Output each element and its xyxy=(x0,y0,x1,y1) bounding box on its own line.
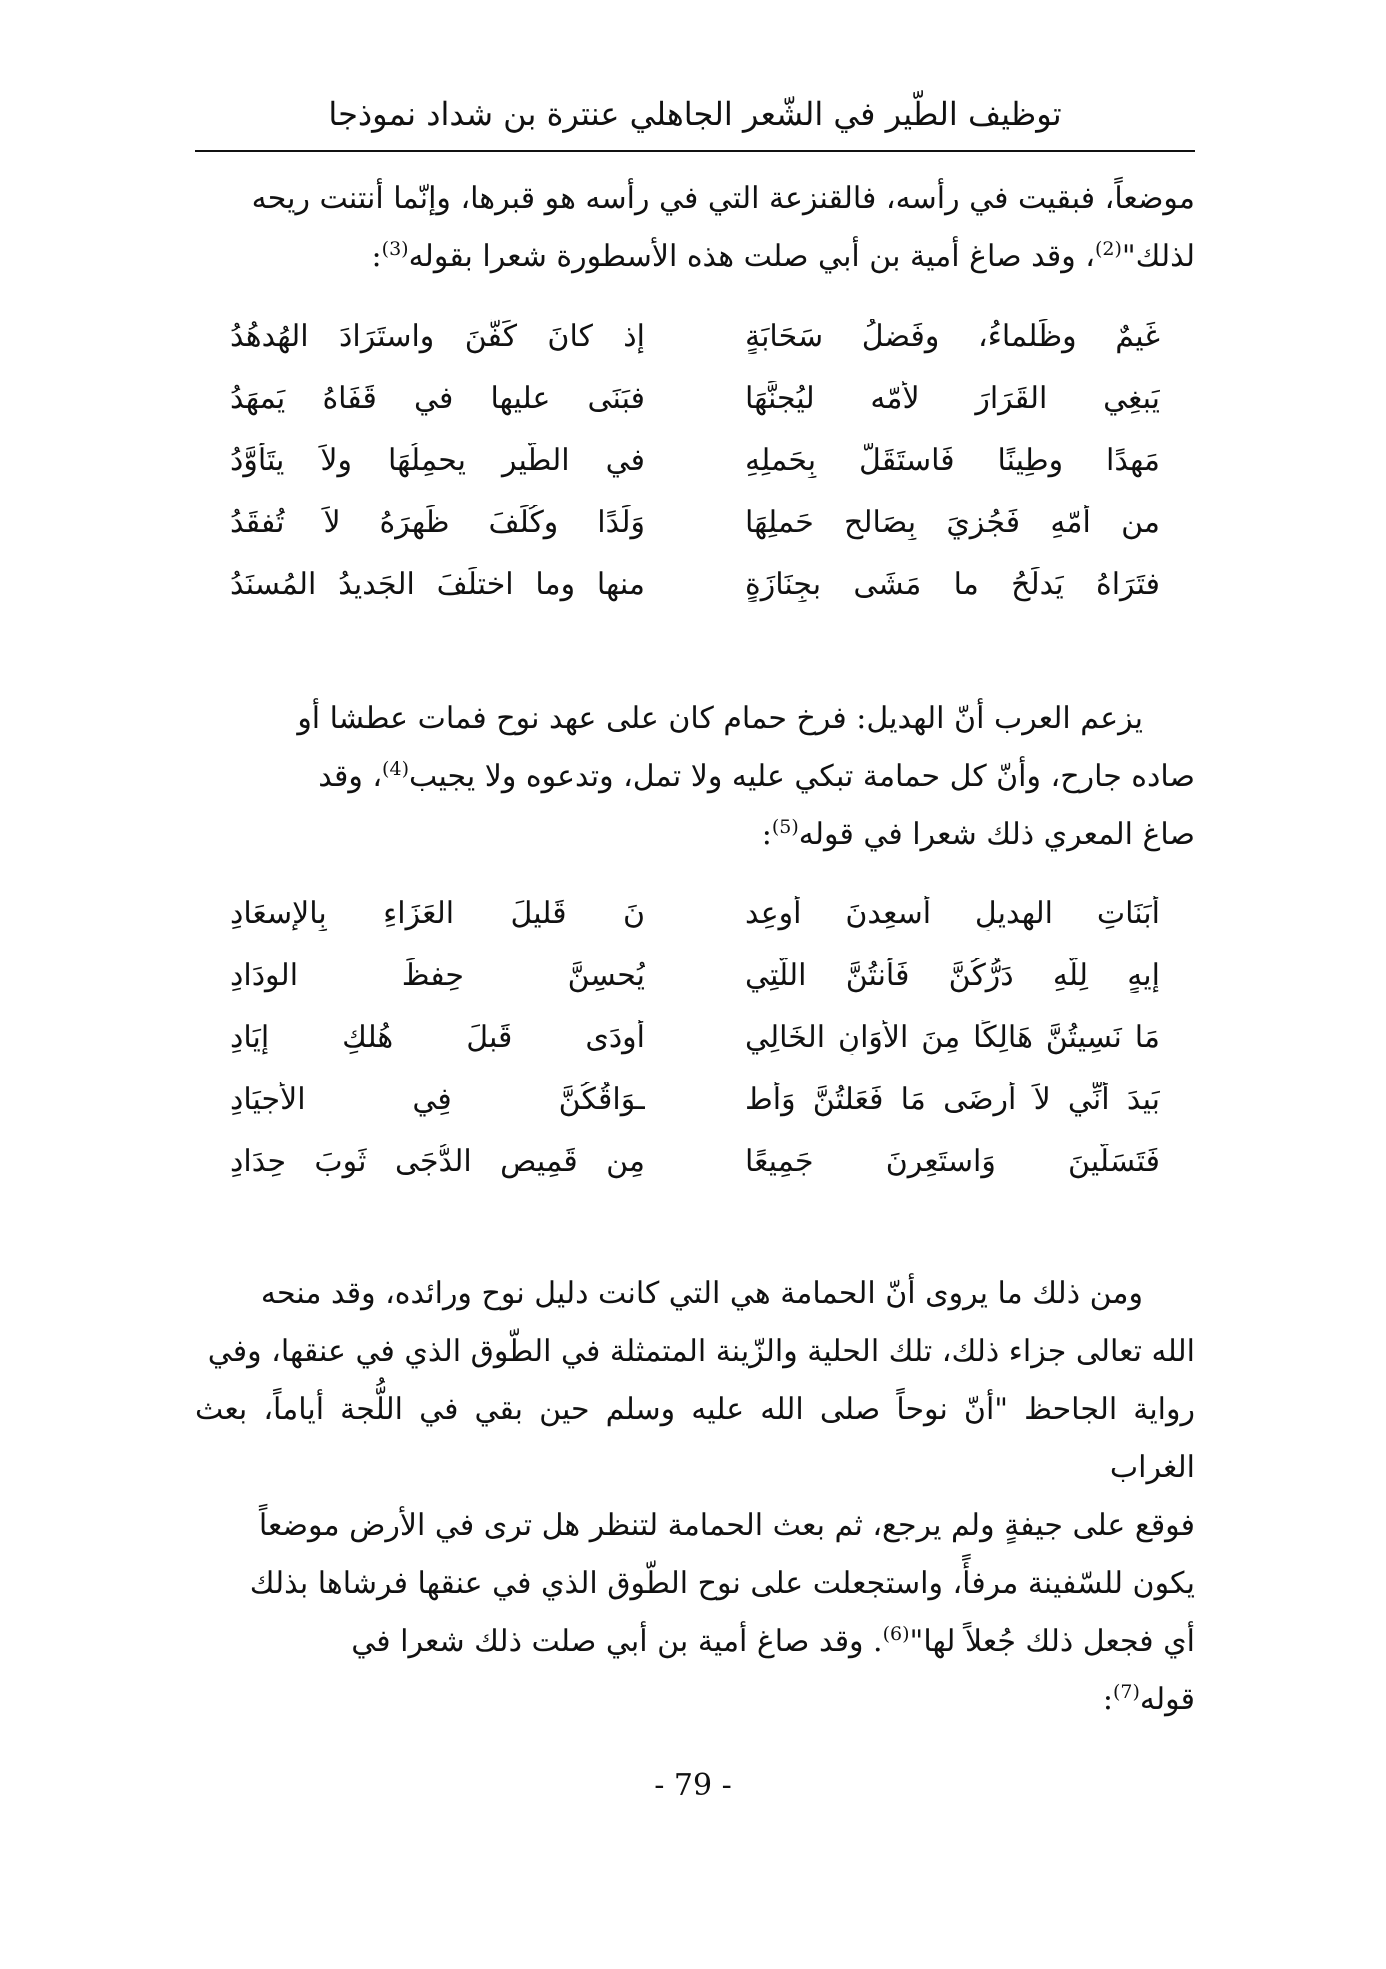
verse xyxy=(230,367,1160,429)
verse-second-hemistich: في الطَّيرِ يحمِلُهَا ولاَ يتَأوَّدُ xyxy=(230,442,645,478)
header-rule xyxy=(195,150,1195,152)
text-run: : xyxy=(761,817,772,852)
verse-first-hemistich: غَيمٌ وظَلماءُ، وفَضلُ سَحَابَةٍ xyxy=(745,318,1160,354)
text-run: : xyxy=(371,239,382,274)
running-header: توظيف الطّير في الشّعر الجاهلي عنترة بن شداد نموذجا xyxy=(328,95,1062,133)
footnote-ref: (5) xyxy=(771,816,799,838)
text-run: ، وقد صاغ أمية بن أبي صلت هذه الأسطورة شعرا بقوله xyxy=(408,239,1095,274)
paragraph-3-line-3: رواية الجاحظ "أنّ نوحاً صلى الله عليه وسلم حين بقي في اللُّجة أياماً، بعث الغراب xyxy=(195,1392,1195,1485)
verse xyxy=(230,429,1160,491)
poem-2 xyxy=(230,882,1160,1192)
text-run: صاده جارح، وأنّ كل حمامة تبكي عليه ولا تمل، وتدعوه ولا يجيب xyxy=(408,759,1195,794)
text-run: لذلك" xyxy=(1121,239,1195,274)
footnote-ref: (3) xyxy=(381,238,409,260)
verse-first-hemistich: فتَرَاهُ يَدلَحُ ما مَشَى بجِنَازَةٍ xyxy=(745,566,1160,602)
paragraph-2-line-3 xyxy=(195,806,1195,864)
verse-first-hemistich: بَيدَ أَنِّي لاَ أَرضَى مَا فَعَلتُنَّ وَأَط xyxy=(745,1081,1160,1117)
page-number: - 79 - xyxy=(654,1768,732,1803)
verse xyxy=(230,944,1160,1006)
text-run: أي فجعل ذلك جُعلاً لها" xyxy=(909,1624,1195,1659)
text-run: : xyxy=(1102,1682,1113,1717)
verse-second-hemistich: يُحسِنَّ حِفظَ الوِدَادِ xyxy=(230,957,645,993)
paragraph-1-line-1: موضعاً، فبقيت في رأسه، فالقنزعة التي في رأسه هو قبرها، وإنّما أنتنت ريحه xyxy=(251,181,1195,216)
paragraph-1-line-2 xyxy=(195,228,1195,286)
verse xyxy=(230,491,1160,553)
verse-first-hemistich: يَبغِي القَرَارَ لأمّه ليُجنَّهَا xyxy=(745,380,1160,416)
text-run: ، وقد xyxy=(318,759,383,794)
paragraph-2 xyxy=(195,690,1195,864)
footnote-ref: (2) xyxy=(1094,238,1122,260)
verse-second-hemistich: أُودَى قَبلَ هُلكِ إِيَادِ xyxy=(230,1019,645,1055)
poem-1 xyxy=(230,305,1160,615)
verse xyxy=(230,1130,1160,1192)
verse-first-hemistich: مَهدًا وطِينًا فَاستَقَلَّ بِحَملِهِ xyxy=(745,442,1160,478)
verse xyxy=(230,1006,1160,1068)
footnote-ref: (7) xyxy=(1112,1681,1140,1703)
paragraph-3-line-4: فوقع على جيفةٍ ولم يرجع، ثم بعث الحمامة لتنظر هل ترى في الأرض موضعاً xyxy=(258,1508,1195,1543)
paragraph-3-line-2: الله تعالى جزاء ذلك، تلك الحلية والزّينة المتمثلة في الطّوق الذي في عنقها، وفي xyxy=(207,1334,1195,1369)
verse xyxy=(230,1068,1160,1130)
verse xyxy=(230,553,1160,615)
verse-second-hemistich: ـوَاقُكُنَّ فِي الأَجيَادِ xyxy=(230,1081,645,1117)
paragraph-3-line-7 xyxy=(195,1671,1195,1729)
paragraph-3-line-6 xyxy=(195,1613,1195,1671)
verse-second-hemistich: وَلَدًا وكُلِّفَ ظَهرَهُ لاَ تُفقَدُ xyxy=(230,504,645,540)
footnote-ref: (6) xyxy=(882,1623,910,1645)
verse-first-hemistich: أَبَنَاتِ الهديلِ أَسعِدنَ أَوعِد xyxy=(745,895,1160,931)
paragraph-2-line-1: يزعم العرب أنّ الهديل: فرخ حمام كان على عهد نوح فمات عطشا أو xyxy=(297,701,1143,736)
verse-second-hemistich: منها وما اختلَفَ الجَديدُ المُسنَدُ xyxy=(230,566,645,602)
verse-second-hemistich: مِن قَمِيصِ الدُّجَى ثَوبَ حِدَادِ xyxy=(230,1143,645,1179)
text-run: قوله xyxy=(1139,1682,1195,1717)
verse-second-hemistich: فبَنَى عليها في قَفَاهُ يَمهَدُ xyxy=(230,380,645,416)
verse-first-hemistich: إِيهٍ لِلَّهِ دَرُّكُنَّ فَأَنتُنَّ اللَّتِي xyxy=(745,957,1160,993)
verse-second-hemistich: إذ كانَ كَفَّنَ واستَرَادَ الهُدهُدُ xyxy=(230,318,645,354)
paragraph-3 xyxy=(195,1265,1195,1729)
footnote-ref: (4) xyxy=(382,758,409,780)
verse-second-hemistich: نَ قَليلَ العَزَاءِ بِالإِسعَادِ xyxy=(230,895,645,931)
text-run: صاغ المعري ذلك شعرا في قوله xyxy=(798,817,1195,852)
paragraph-3-line-1: ومن ذلك ما يروى أنّ الحمامة هي التي كانت دليل نوح ورائده، وقد منحه xyxy=(260,1276,1143,1311)
verse-first-hemistich: من أُمّهِ فَجُزِيَ بِصَالحِ حَملِهَا xyxy=(745,504,1160,540)
verse-first-hemistich: مَا نَسِيتُنَّ هَالِكًا مِنَ الأَوَانِ الخَالِي xyxy=(745,1019,1160,1055)
paragraph-2-line-2 xyxy=(195,748,1195,806)
verse-first-hemistich: فَتَسَلَّينَ وَاستَعِرنَ جَمِيعًا xyxy=(745,1143,1160,1179)
verse xyxy=(230,305,1160,367)
paragraph-1 xyxy=(195,170,1195,286)
verse xyxy=(230,882,1160,944)
paragraph-3-line-5: يكون للسّفينة مرفأً، واستجعلت على نوح الطّوق الذي في عنقها فرشاها بذلك xyxy=(249,1566,1195,1601)
text-run: . وقد صاغ أمية بن أبي صلت ذلك شعرا في xyxy=(351,1624,883,1659)
